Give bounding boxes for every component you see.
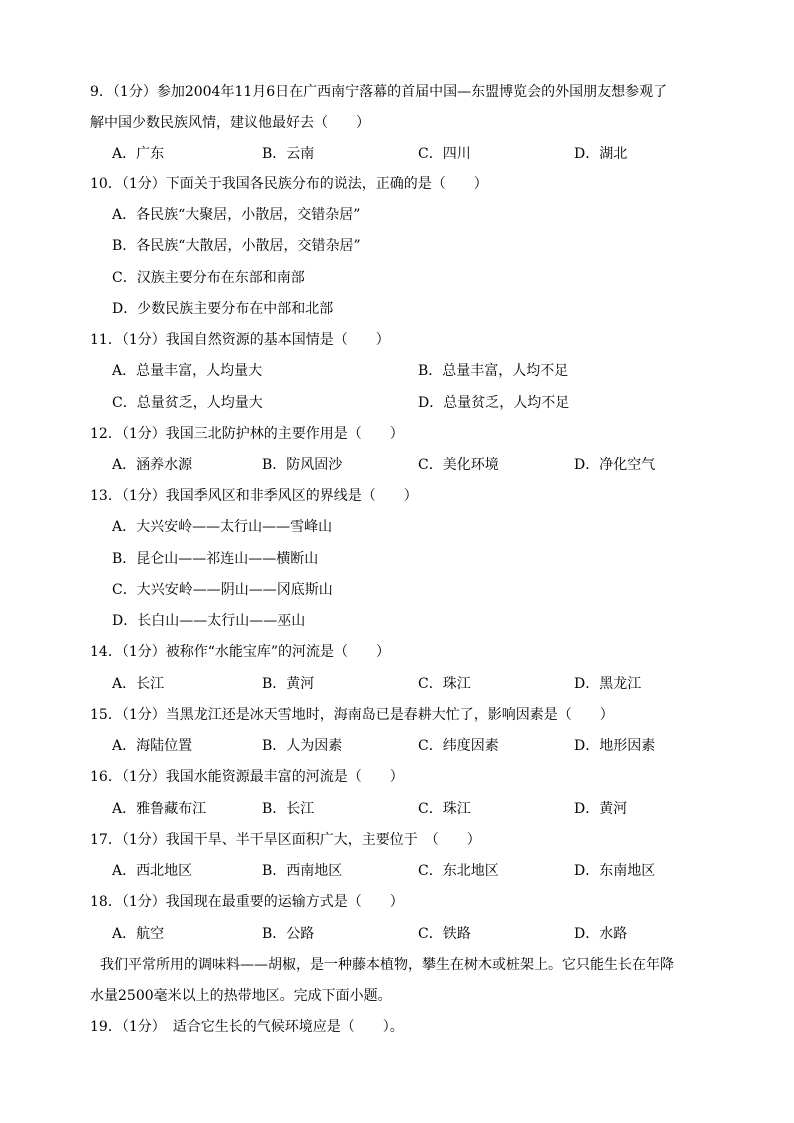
question-19-text: 19．（1分） 适合它生长的气候环境应是（ ）。 [90,1019,404,1035]
question-16-option-d: D．黄河 [574,801,628,817]
passage-line-1: 我们平常所用的调味料——胡椒，是一种藤本植物，攀生在树木或桩架上。它只能生长在年降 [100,957,674,973]
question-15-option-a: A．海陆位置 [112,738,193,754]
question-16-text: 16．（1分）我国水能资源最丰富的河流是（ ） [90,769,404,785]
question-9-text-line-2: 解中国少数民族风情，建议他最好去（ ） [90,115,370,131]
question-16-option-c: C．珠江 [418,801,471,817]
question-10-option-c: C．汉族主要分布在东部和南部 [112,270,305,286]
question-14-option-d: D．黑龙江 [574,676,642,692]
question-12-option-a: A．涵养水源 [112,457,193,473]
question-16-option-b: B．长江 [262,801,315,817]
question-14-text: 14．（1分）被称作“水能宝库”的河流是（ ） [90,644,391,660]
question-18-option-b: B．公路 [262,926,315,942]
question-13-text: 13．（1分）我国季风区和非季风区的界线是（ ） [90,488,418,504]
question-10-option-a: A．各民族“大聚居，小散居，交错杂居” [112,207,361,223]
question-13-option-a: A．大兴安岭——太行山——雪峰山 [112,519,333,535]
question-9-option-a: A．广东 [112,146,165,162]
question-11-text: 11．（1分）我国自然资源的基本国情是（ ） [90,332,390,348]
question-12-text: 12．（1分）我国三北防护林的主要作用是（ ） [90,426,404,442]
question-13-option-c: C．大兴安岭——阴山——冈底斯山 [112,582,333,598]
question-18-option-a: A．航空 [112,926,165,942]
question-18-option-c: C．铁路 [418,926,471,942]
question-9-option-d: D．湖北 [574,146,628,162]
question-14-option-a: A．长江 [112,676,165,692]
question-17-option-b: B．西南地区 [262,863,343,879]
question-9-option-b: B．云南 [262,146,315,162]
passage-line-2: 水量2500毫米以上的热带地区。完成下面小题。 [90,988,392,1004]
question-11-option-d: D．总量贫乏，人均不足 [418,395,570,411]
question-10-option-d: D．少数民族主要分布在中部和北部 [112,301,334,317]
question-16-option-a: A．雅鲁藏布江 [112,801,207,817]
question-18-option-d: D．水路 [574,926,628,942]
question-15-option-c: C．纬度因素 [418,738,499,754]
question-11-option-b: B．总量丰富，人均不足 [418,363,569,379]
question-12-option-d: D．净化空气 [574,457,656,473]
question-14-option-b: B．黄河 [262,676,315,692]
question-12-option-b: B．防风固沙 [262,457,343,473]
question-17-option-a: A．西北地区 [112,863,193,879]
question-13-option-d: D．长白山——太行山——巫山 [112,613,306,629]
question-17-option-c: C．东北地区 [418,863,499,879]
question-13-option-b: B．昆仑山——祁连山——横断山 [112,551,319,567]
question-9-text-line-1: 9．（1分）参加2004年11月6日在广西南宁落幕的首届中国—东盟博览会的外国朋友想参观了 [90,84,668,100]
question-17-text: 17．（1分）我国干旱、半干旱区面积广大，主要位于 （ ） [90,832,481,848]
question-15-text: 15．（1分）当黑龙江还是冰天雪地时，海南岛已是春耕大忙了，影响因素是（ ） [90,707,614,723]
question-11-option-c: C．总量贫乏，人均量大 [112,395,263,411]
question-11-option-a: A．总量丰富，人均量大 [112,363,263,379]
question-10-text: 10．（1分）下面关于我国各民族分布的说法，正确的是（ ） [90,176,488,192]
question-10-option-b: B．各民族“大散居，小散居，交错杂居” [112,238,361,254]
question-14-option-c: C．珠江 [418,676,471,692]
question-17-option-d: D．东南地区 [574,863,656,879]
question-9-option-c: C．四川 [418,146,471,162]
question-18-text: 18．（1分）我国现在最重要的运输方式是（ ） [90,894,404,910]
question-15-option-b: B．人为因素 [262,738,343,754]
question-15-option-d: D．地形因素 [574,738,656,754]
question-12-option-c: C．美化环境 [418,457,499,473]
